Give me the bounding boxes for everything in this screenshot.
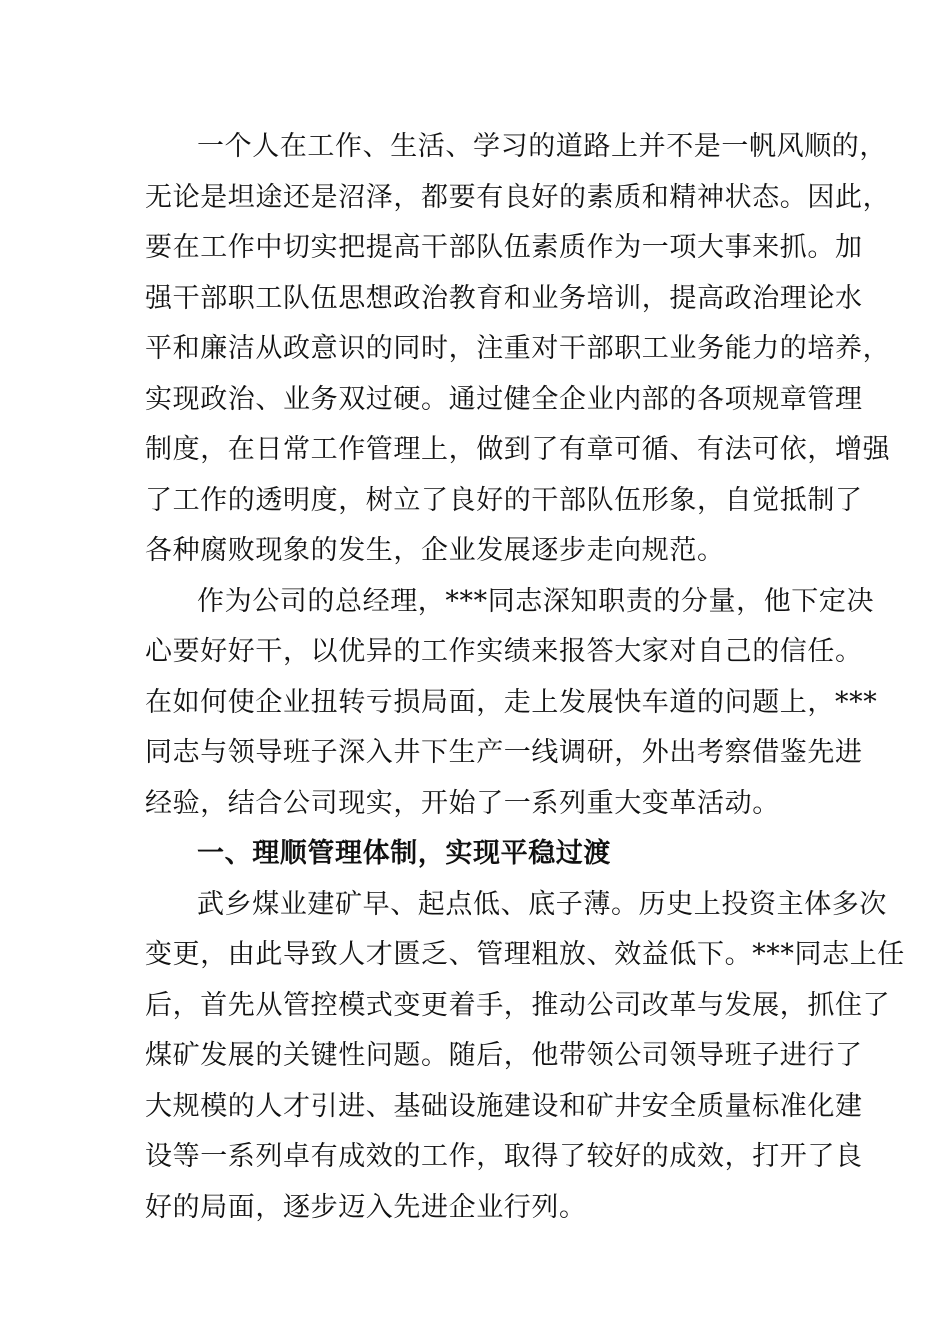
paragraph-line: 制度，在日常工作管理上，做到了有章可循、有法可依，增强 [145,434,891,465]
paragraph-line: 强干部职工队伍思想政治教育和业务培训，提高政治理论水 [145,282,863,314]
paragraph-line: 各种腐败现象的发生，企业发展逐步走向规范。 [145,535,725,566]
paragraph-line: 后，首先从管控模式变更着手，推动公司改革与发展，抓住了 [145,989,891,1021]
paragraph-line: 煤矿发展的关键性问题。随后，他带领公司领导班子进行了 [145,1040,863,1071]
paragraph-line: 同志与领导班子深入井下生产一线调研，外出考察借鉴先进 [145,737,863,768]
paragraph-line: 设等一系列卓有成效的工作，取得了较好的成效，打开了良 [145,1141,863,1172]
paragraph [145,880,905,1234]
paragraph-line: 要在工作中切实把提高干部队伍素质作为一项大事来抓。加 [145,232,863,263]
paragraph [145,577,878,830]
paragraph-line: 变更，由此导致人才匮乏、管理粗放、效益低下。***同志上任 [145,939,905,970]
paragraph-line: 在如何使企业扭转亏损局面，走上发展快车道的问题上，*** [145,686,878,718]
paragraph-line: 好的局面，逐步迈入先进企业行列。 [145,1191,587,1223]
section-heading: 一、理顺管理体制，实现平稳过渡 [197,838,611,869]
paragraph-line: 大规模的人才引进、基础设施建设和矿井安全质量标准化建 [145,1090,863,1122]
paragraph-line: 经验，结合公司现实，开始了一系列重大变革活动。 [145,787,780,819]
paragraph [145,122,891,577]
paragraph-line: 武乡煤业建矿早、起点低、底子薄。历史上投资主体多次 [197,888,887,920]
paragraph-line: 实现政治、业务双过硬。通过健全企业内部的各项规章管理 [145,383,863,415]
paragraph-line: 无论是坦途还是沼泽，都要有良好的素质和精神状态。因此， [145,181,891,213]
paragraph-line: 作为公司的总经理，***同志深知职责的分量，他下定决 [197,585,875,617]
paragraph-line: 心要好好干，以优异的工作实绩来报答大家对自己的信任。 [145,636,863,667]
paragraph-line: 平和廉洁从政意识的同时，注重对干部职工业务能力的培养， [145,333,891,364]
paragraph-line: 了工作的透明度，树立了良好的干部队伍形象，自觉抵制了 [145,484,863,516]
document-body [145,122,905,1233]
paragraph-line: 一个人在工作、生活、学习的道路上并不是一帆风顺的， [197,131,887,162]
